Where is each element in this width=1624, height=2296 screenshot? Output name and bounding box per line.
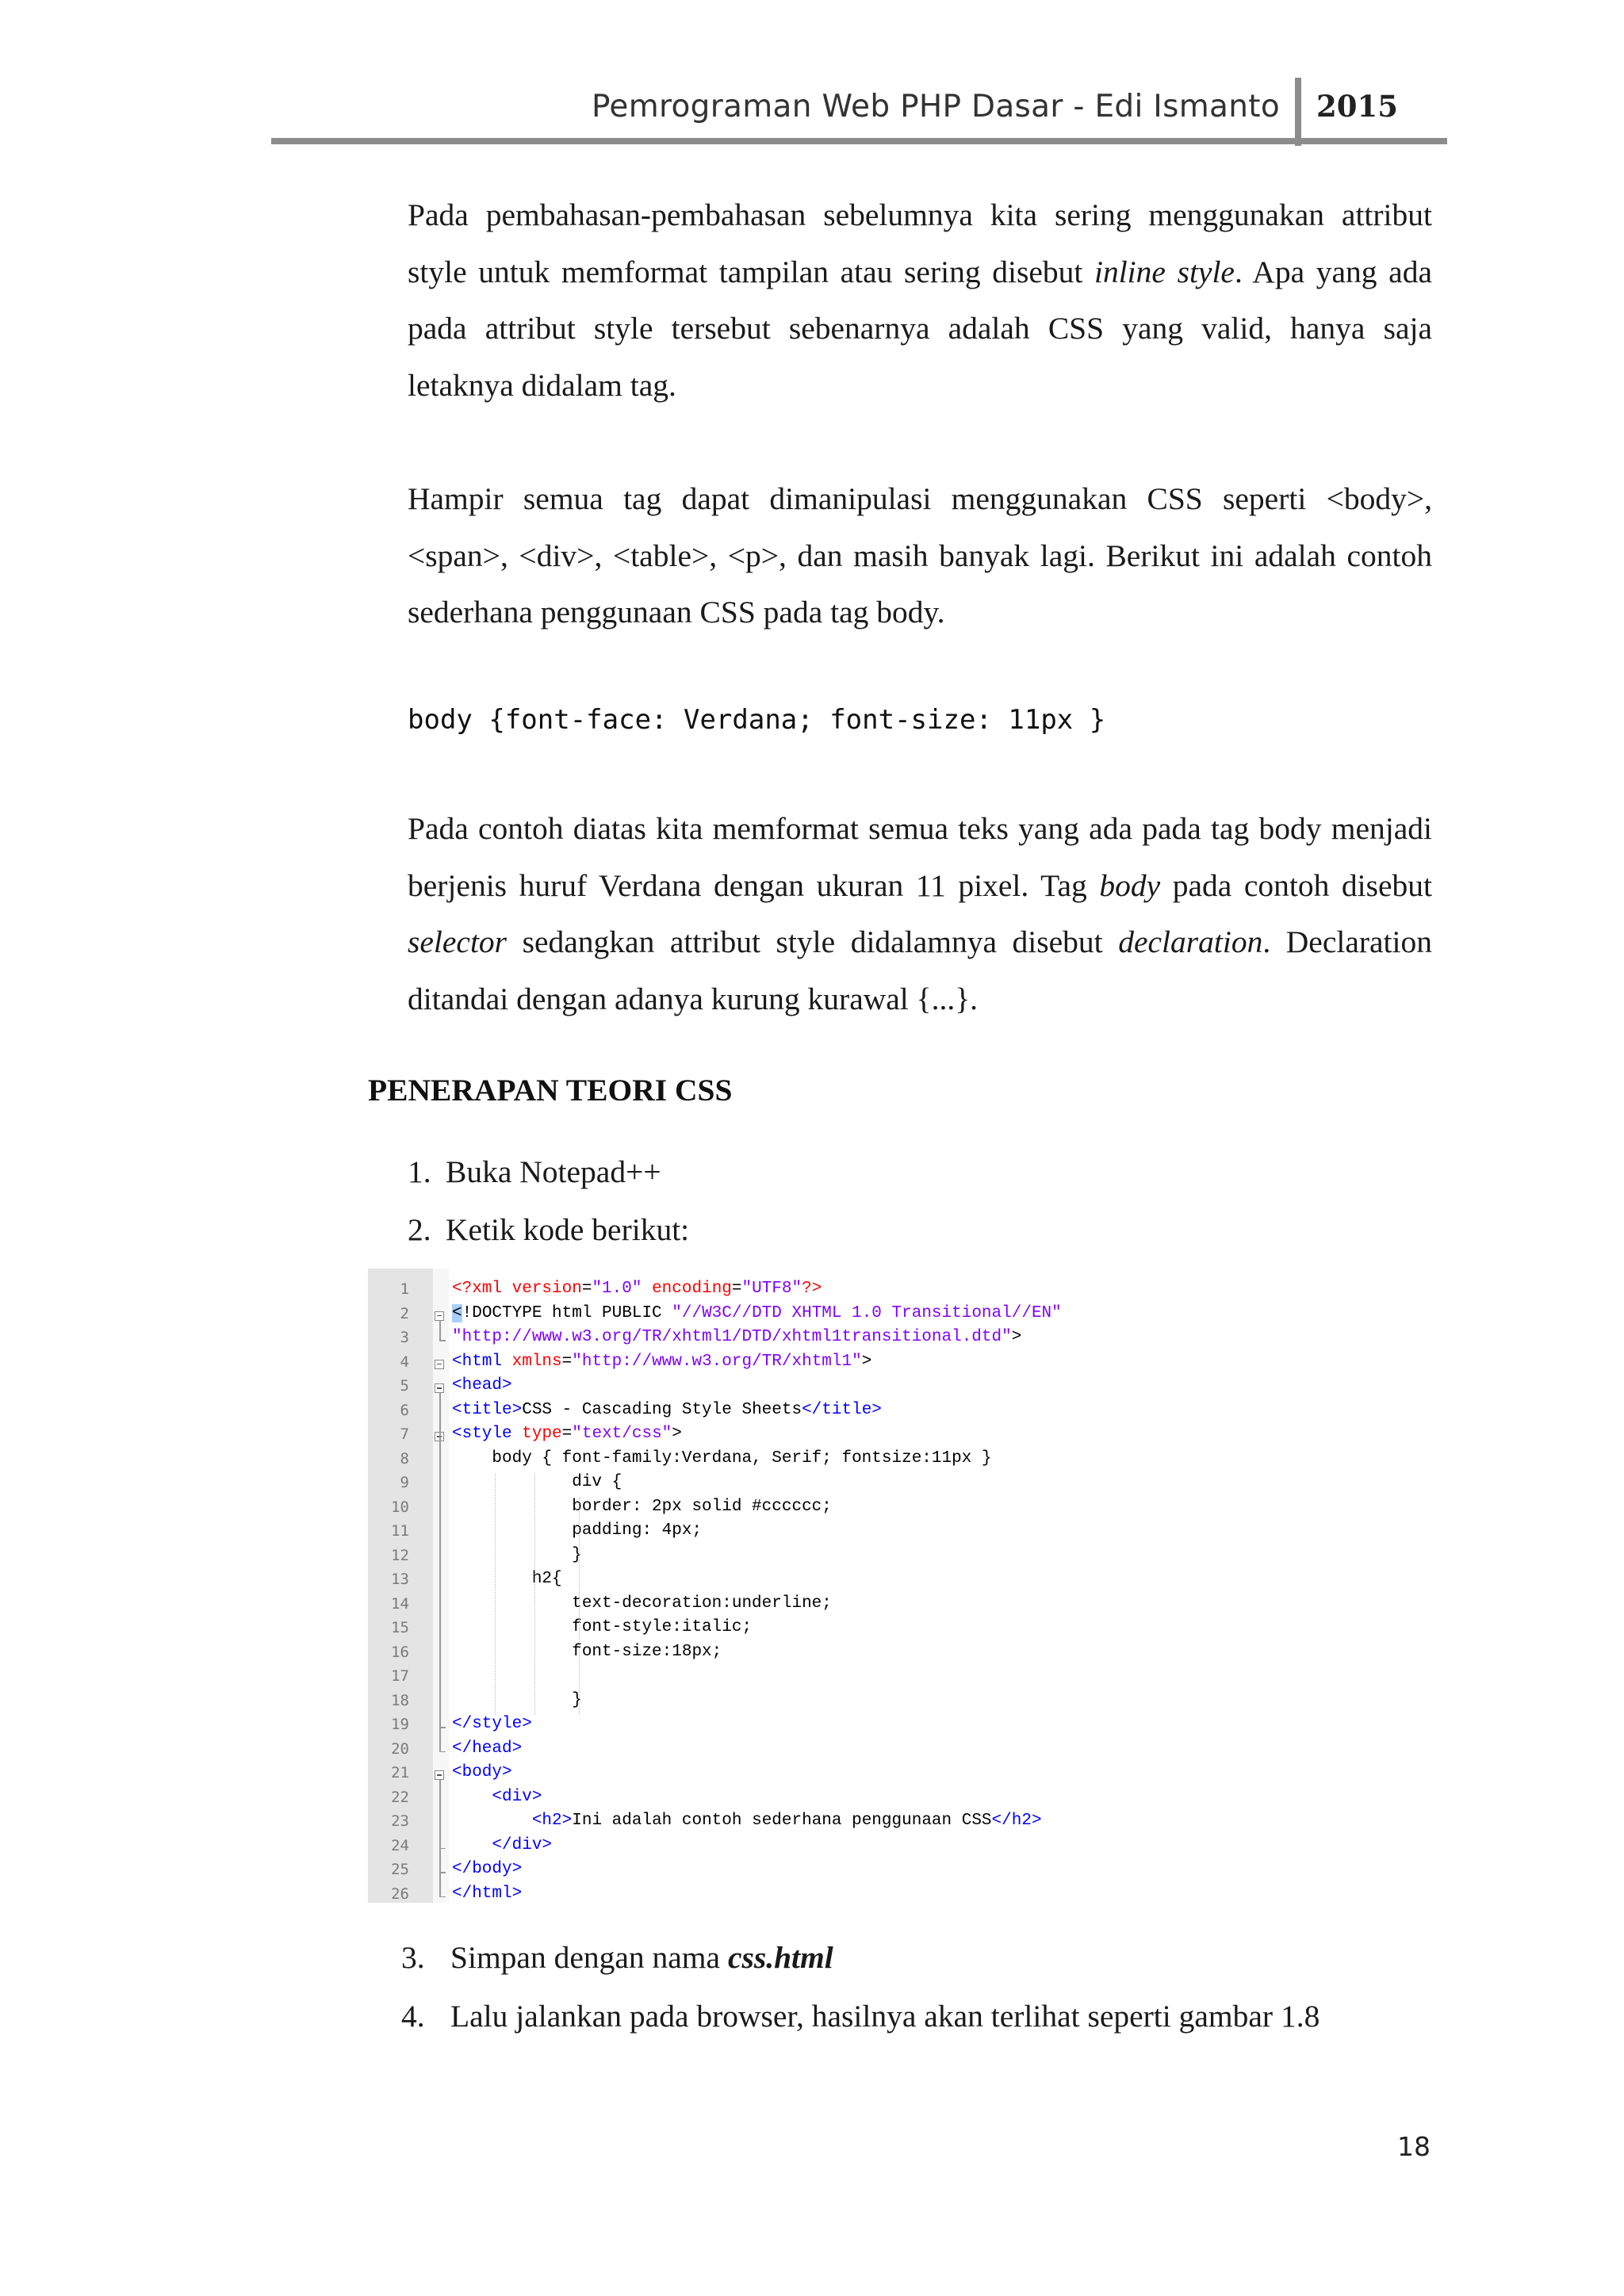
line-number: 24 [391, 1836, 409, 1854]
fold-end-marker [439, 1751, 446, 1753]
code-line: } [452, 1690, 582, 1709]
notepad-code-screenshot [368, 1269, 1224, 1903]
code-line: <div> [492, 1787, 542, 1806]
indent-guide [534, 1473, 535, 1715]
code-line: h2{ [452, 1570, 562, 1588]
code-line: font-style:italic; [452, 1618, 753, 1636]
code-line: <style type="text/css"> [452, 1425, 682, 1443]
code-line: </style> [452, 1715, 532, 1733]
step-text: Buka Notepad++ [446, 1154, 661, 1189]
line-number: 5 [400, 1377, 409, 1395]
code-line: text-decoration:underline; [452, 1594, 832, 1613]
line-number: 10 [391, 1498, 409, 1516]
page-number: 18 [1397, 2131, 1431, 2162]
line-number: 11 [391, 1522, 409, 1540]
code-line: <title>CSS - Cascading Style Sheets</title> [452, 1400, 882, 1419]
paragraph-italic-text: selector [408, 924, 508, 959]
fold-toggle-icon [435, 1383, 444, 1393]
fold-guide [439, 1780, 441, 1896]
fold-end-marker [439, 1340, 446, 1341]
filename-text: css.html [727, 1940, 833, 1975]
header-divider [1295, 78, 1301, 146]
fold-end-marker [439, 1896, 446, 1898]
line-number: 6 [400, 1401, 409, 1419]
paragraph-selector-declaration [408, 801, 1432, 1027]
fold-guide [439, 1321, 441, 1341]
fold-end-marker [439, 1848, 446, 1850]
step-text: Lalu jalankan pada browser, hasilnya akan terlihat seperti gambar 1.8 [450, 1999, 1320, 2034]
step-number: 2. [408, 1212, 431, 1247]
fold-toggle-icon [435, 1360, 444, 1369]
paragraph-text: . Apa yang ada pada attribut style tersebut sebenarnya adalah CSS yang valid, hanya saja letaknya didalam tag. [408, 254, 1432, 403]
code-line: <!DOCTYPE html PUBLIC "//W3C//DTD XHTML 1.0 Transitional//EN" [452, 1303, 1062, 1322]
paragraph-text: sedangkan attribut style didalamnya disebut [507, 924, 1119, 959]
indent-guide [495, 1473, 496, 1715]
code-line: <h2>Ini adalah contoh sederhana penggunaan CSS</h2> [531, 1812, 1042, 1830]
css-code-example: body {font-face: Verdana; font-size: 11px } [408, 704, 1106, 736]
line-number: 19 [391, 1716, 409, 1733]
paragraph-italic-text: inline style [1094, 254, 1235, 289]
step-item [408, 1211, 689, 1248]
paragraph-text: . Declaration ditandai dengan adanya kurung kurawal {...}. [408, 924, 1432, 1016]
step-item [408, 1154, 661, 1190]
code-line: } [452, 1545, 582, 1564]
paragraph-text: pada contoh disebut [1160, 867, 1432, 903]
paragraph-inline-style [408, 187, 1432, 414]
code-line: <?xml version="1.0" encoding="UTF8"?> [452, 1280, 822, 1298]
line-number: 7 [400, 1425, 409, 1443]
step-number: 3. [401, 1940, 425, 1975]
line-number: 2 [400, 1304, 409, 1322]
line-number: 16 [391, 1643, 409, 1661]
step-item [401, 1939, 833, 1976]
line-number: 1 [400, 1280, 409, 1298]
code-line: div { [452, 1473, 622, 1491]
fold-guide [439, 1441, 441, 1727]
step-text: Ketik kode berikut: [446, 1212, 690, 1247]
section-heading: PENERAPAN TEORI CSS [368, 1073, 733, 1108]
line-number: 23 [391, 1812, 409, 1830]
line-number: 17 [391, 1667, 409, 1685]
header-rule [271, 138, 1447, 144]
running-header-title: Pemrograman Web PHP Dasar - Edi Ismanto [592, 89, 1280, 124]
code-line: body { font-family:Verdana, Serif; fontsize:11px } [452, 1448, 992, 1468]
step-item [401, 1998, 1320, 2034]
line-number: 8 [400, 1449, 409, 1468]
fold-toggle-icon [435, 1770, 444, 1780]
code-line: padding: 4px; [452, 1521, 703, 1540]
paragraph-css-tags: Hampir semua tag dapat dimanipulasi menggunakan CSS seperti <body>, <span>, <div>, <table>, <p>, dan masih banyak lagi. Berikut ini adalah contoh sederhana penggunaan CSS pada tag body. [408, 481, 1432, 629]
line-number: 21 [391, 1764, 409, 1781]
code-line: font-size:18px; [452, 1642, 722, 1661]
step-number: 1. [408, 1154, 431, 1189]
line-number: 13 [391, 1571, 409, 1588]
line-number: 3 [400, 1329, 409, 1346]
fold-end-marker [439, 1727, 446, 1728]
code-line: <html xmlns="http://www.w3.org/TR/xhtml1"> [452, 1352, 872, 1371]
code-line: "http://www.w3.org/TR/xhtml1/DTD/xhtml1transitional.dtd"> [452, 1328, 1022, 1346]
line-number: 18 [391, 1691, 409, 1709]
code-line: </div> [492, 1835, 553, 1854]
line-number: 12 [391, 1546, 409, 1564]
code-line: </head> [452, 1739, 523, 1758]
paragraph-italic-text: declaration [1118, 924, 1263, 959]
code-line: <head> [452, 1376, 512, 1395]
step-number: 4. [401, 1999, 425, 2034]
line-number: 9 [400, 1474, 409, 1491]
code-line: <body> [452, 1763, 512, 1781]
paragraph-italic-text: body [1099, 867, 1161, 903]
line-number: 20 [391, 1739, 409, 1758]
line-number: 22 [391, 1788, 409, 1806]
paragraph-text: Pada contoh diatas kita memformat semua teks yang ada pada tag body menjadi berjenis huruf Verdana dengan ukuran 11 pixel. Tag [408, 811, 1432, 903]
line-number: 26 [391, 1885, 409, 1903]
step-text: Simpan dengan nama [450, 1940, 728, 1975]
fold-toggle-icon [435, 1311, 444, 1321]
indent-guide [579, 1498, 580, 1716]
running-header-year: 2015 [1316, 89, 1398, 124]
code-line: border: 2px solid #cccccc; [452, 1497, 832, 1516]
line-number: 25 [391, 1861, 409, 1878]
line-number: 14 [391, 1594, 409, 1613]
code-line: </body> [452, 1860, 523, 1878]
paragraph-text: Pada pembahasan-pembahasan sebelumnya kita sering menggunakan attribut style untuk memformat tampilan atau sering disebut [408, 197, 1432, 289]
fold-end-marker [439, 1872, 446, 1873]
line-number: 15 [391, 1619, 409, 1636]
line-number: 4 [400, 1353, 409, 1371]
code-line: </html> [452, 1884, 523, 1903]
